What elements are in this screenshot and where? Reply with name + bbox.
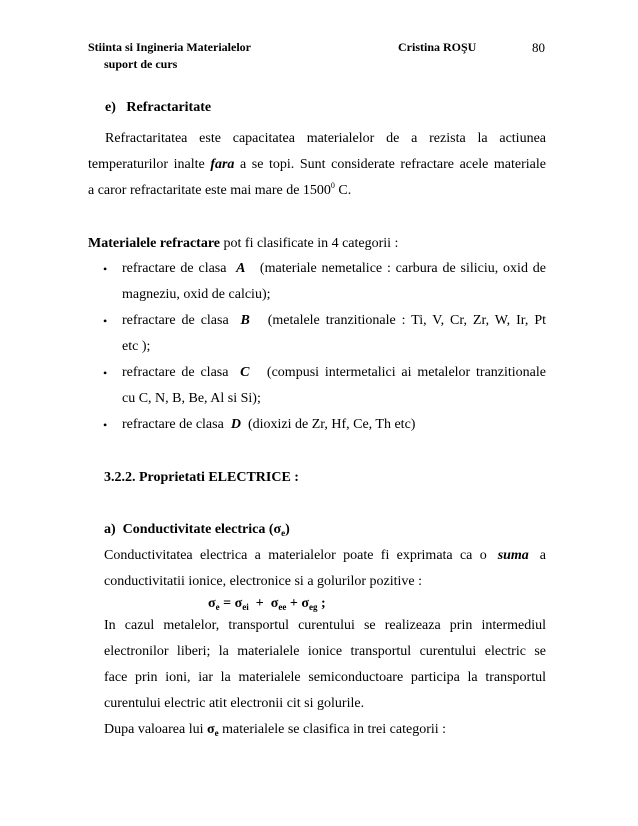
text-run: a [528, 548, 547, 563]
class-label: A [236, 261, 246, 276]
categories-intro [88, 236, 398, 252]
text-run: (compusi intermetalici ai metalelor tranzitionale [249, 365, 547, 380]
sigma-symbol: σ [207, 722, 215, 737]
emphasis-fara: fara [210, 157, 235, 172]
conductivity-p1-line-1 [104, 548, 546, 564]
text-run: temperaturilor inalte [88, 157, 211, 172]
class-label: C [240, 365, 250, 380]
subscript: e [214, 728, 219, 738]
text-run: Dupa valoarea lui [104, 722, 208, 737]
sigma-symbol: σ [208, 596, 216, 611]
text-run: (metalele tranzitionale : Ti, V, Cr, Zr, W, Ir, Pt [249, 313, 546, 328]
equals-sign: = [219, 596, 235, 611]
text-run: a) Conductivitate electrica (σ [104, 522, 282, 537]
text-run: C. [334, 183, 352, 198]
text-run: refractare de clasa [122, 313, 241, 328]
plus-sign: + [248, 596, 271, 611]
category-item-b-line-2: etc ); [122, 339, 151, 354]
conductivity-p2-line-4: curentului electric atit electronii cit si golurile. [104, 696, 365, 711]
text-run: pot fi clasificate in 4 categorii : [220, 236, 399, 251]
bullet-icon: • [103, 314, 108, 328]
intro-bold: Materialele refractare [88, 236, 221, 251]
refractaritate-line-3 [88, 183, 351, 199]
text-run: ; [317, 596, 326, 611]
conductivity-p2-line-1: In cazul metalelor, transportul curentului se realizeaza prin intermediul [104, 618, 546, 633]
class-label: D [230, 417, 241, 432]
section-title: 3.2.2. Proprietati ELECTRICE : [104, 470, 299, 485]
conductivity-p3 [104, 722, 446, 738]
page-number: 80 [532, 40, 545, 55]
category-item-d-line-1 [122, 417, 415, 433]
bullet-icon: • [103, 262, 108, 276]
category-item-a-line-2: magneziu, oxid de calciu); [122, 287, 271, 302]
conductivity-p2-line-3: face prin ioni, iar la materialele semiconductoare participa la transportul [104, 670, 546, 685]
refractaritate-heading: e) Refractaritate [105, 100, 212, 115]
refractaritate-line-1: Refractaritatea este capacitatea materialelor de a rezista la actiunea [105, 131, 546, 146]
emphasis-suma: suma [497, 548, 529, 563]
category-item-a-line-1 [122, 261, 546, 277]
sigma-symbol: σ [270, 596, 279, 611]
bullet-icon: • [103, 366, 108, 380]
category-item-c-line-1 [122, 365, 546, 381]
class-label: B [240, 313, 250, 328]
author-name: Cristina ROŞU [398, 40, 477, 54]
conductivity-formula [208, 596, 326, 612]
text-run: (materiale nemetalice : carbura de siliciu, oxid de [245, 261, 546, 276]
text-run: materialele se clasifica in trei categorii : [218, 722, 447, 737]
conductivity-heading [104, 522, 290, 538]
text-run: a caror refractaritate este mai mare de 1500 [88, 183, 331, 198]
superscript: 0 [330, 181, 335, 190]
text-run: refractare de clasa [122, 261, 237, 276]
sigma-symbol: σ [234, 596, 243, 611]
text-run: a se topi. Sunt considerate refractare acele materiale [234, 157, 546, 172]
bullet-icon: • [103, 418, 108, 432]
category-item-c-line-2: cu C, N, B, Be, Al si Si); [122, 391, 261, 406]
text-run: Conductivitatea electrica a materialelor poate fi exprimata ca o [104, 548, 498, 563]
subscript: e [281, 528, 286, 538]
text-run: refractare de clasa [122, 365, 241, 380]
text-run: ) [285, 522, 290, 537]
course-title: Stiinta si Ingineria Materialelor [88, 40, 251, 54]
refractaritate-line-2 [88, 157, 546, 173]
conductivity-p1-line-2: conductivitatii ionice, electronice si a golurilor pozitive : [104, 574, 423, 589]
text-run: refractare de clasa [122, 417, 231, 432]
subscript: eg [308, 602, 318, 612]
course-subtitle: suport de curs [104, 57, 178, 71]
conductivity-p2-line-2: electronilor liberi; la materialele ionice transportul curentului electric se [104, 644, 546, 659]
text-run: (dioxizi de Zr, Hf, Ce, Th etc) [240, 417, 416, 432]
subscript: e [215, 602, 220, 612]
category-item-b-line-1 [122, 313, 546, 329]
sigma-symbol: σ [301, 596, 309, 611]
subscript: ee [278, 602, 287, 612]
subscript: ei [242, 602, 249, 612]
plus-sign: + [286, 596, 302, 611]
